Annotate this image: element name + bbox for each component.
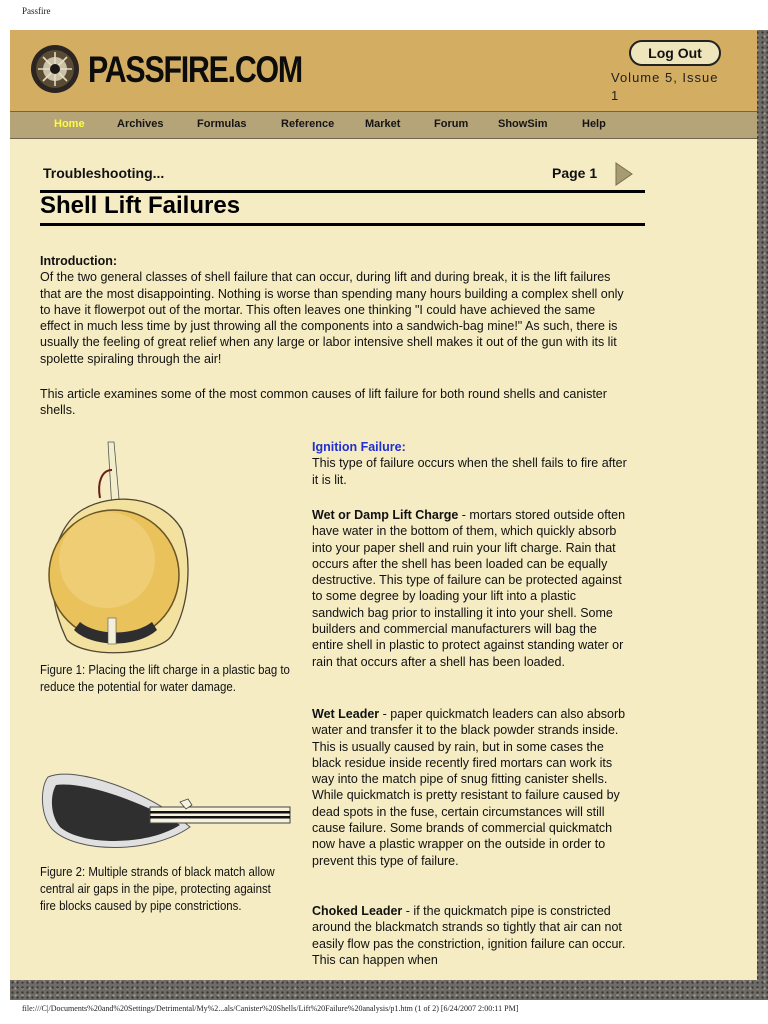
nav-market[interactable]: Market: [365, 118, 401, 130]
volume-issue: [611, 69, 736, 105]
nav-formulas[interactable]: Formulas: [197, 118, 247, 130]
scope-paragraph: This article examines some of the most common causes of lift failure for both round shells and canister shells.: [40, 387, 607, 418]
nav-reference[interactable]: Reference: [281, 118, 335, 130]
issue-number: 1: [611, 88, 620, 103]
figure-2-caption: Figure 2: Multiple strands of black match allow central air gaps in the pipe, protecting against fire blocks caused by pipe constrictions.: [40, 864, 275, 913]
print-footer: file:///C|/Documents%20and%20Settings/Detrimental/My%2...als/Canister%20Shells/Lift%20Failure%20analysis/p1.htm (1 of 2) [6/24/2007 2:00:11 PM]: [22, 1004, 519, 1013]
volume-line: Volume 5, Issue: [611, 70, 719, 85]
ignition-heading: Ignition Failure:: [312, 440, 406, 454]
choked-leader-term: Choked Leader: [312, 904, 403, 918]
nav-archives[interactable]: Archives: [117, 118, 164, 130]
wet-leader-paragraph: [312, 706, 630, 869]
section-breadcrumb: Troubleshooting...: [43, 165, 165, 181]
next-page-arrow-icon[interactable]: [615, 162, 633, 186]
wet-lift-term: Wet or Damp Lift Charge: [312, 508, 459, 522]
site-banner: [10, 30, 757, 111]
ignition-paragraph: This type of failure occurs when the shell fails to fire after it is lit.: [312, 456, 627, 487]
nav-forum[interactable]: Forum: [434, 118, 469, 130]
page-number: Page 1: [552, 165, 598, 181]
figure-1-shell-illustration: [42, 440, 202, 660]
ignition-section: [312, 439, 630, 488]
page-frame: [10, 30, 768, 1000]
logo-icon: [30, 44, 80, 94]
wet-leader-text: - paper quickmatch leaders can also absorb water and transfer it to the black powder strands inside. This is usually caused by rain, but in some cases the black residue inside recently fired mortars can work its way into the match pipe of snug fitting canister shells. While quickmatch is pretty resistant to failure caused by dead spots in the fuse, certain circumstances will still cause failure. Some brands of commercial quickmatch now have a plastic wrapper on the outside in order to prevent this type of failure.: [312, 707, 626, 868]
page-content: [10, 30, 757, 980]
nav-home[interactable]: Home: [54, 118, 85, 130]
title-rule-bottom: [40, 223, 645, 226]
wet-lift-paragraph: [312, 507, 630, 670]
choked-leader-text: - if the quickmatch pipe is constricted around the blackmatch strands so tightly that air can not easily flow pas the constriction, ignition failure can occur. This can happen when: [312, 904, 626, 967]
wet-lift-text: - mortars stored outside often have water in the bottom of them, which quickly absorb into your paper shell and ruin your lift charge. Rain that occurs after the shell has been loaded can be equally destructive. This type of failure can be protected against to some degree by loading your lift into a plastic sandwich bag prior to installing it into your shell. Some builders and commercial manufacturers will bag the entire shell in plastic to protect against standing water or rain that occurs after a shell has been loaded.: [312, 508, 626, 669]
main-nav: [10, 111, 757, 139]
site-logo-text[interactable]: PASSFIRE.COM: [88, 49, 302, 90]
choked-leader-paragraph: [312, 903, 630, 968]
logout-button[interactable]: Log Out: [629, 40, 721, 66]
intro-heading: Introduction:: [40, 254, 118, 268]
figure-1-caption: Figure 1: Placing the lift charge in a plastic bag to reduce the potential for water damage.: [40, 662, 290, 694]
nav-showsim[interactable]: ShowSim: [498, 118, 548, 130]
wet-leader-term: Wet Leader: [312, 707, 380, 721]
intro-section: [40, 253, 625, 367]
page-title: Shell Lift Failures: [40, 192, 241, 219]
nav-help[interactable]: Help: [582, 118, 606, 130]
figure-2-canister-illustration: [40, 767, 295, 853]
intro-paragraph: Of the two general classes of shell failure that can occur, during lift and during break, it is the lift failures that are the most disappointing. Nothing is worse than spending many hours building a complex shell only to have it flowerpot out of the mortar. This often leaves one thinking "I could have achieved the same effect in much less time by just throwing all the components into a sandwich-bag mine!" As such, there is usually the feeling of great relief when any large or labor intensive shell makes it out of the gun with its lit spolette spiraling through the air!: [40, 270, 624, 366]
print-header: Passfire: [22, 6, 51, 16]
